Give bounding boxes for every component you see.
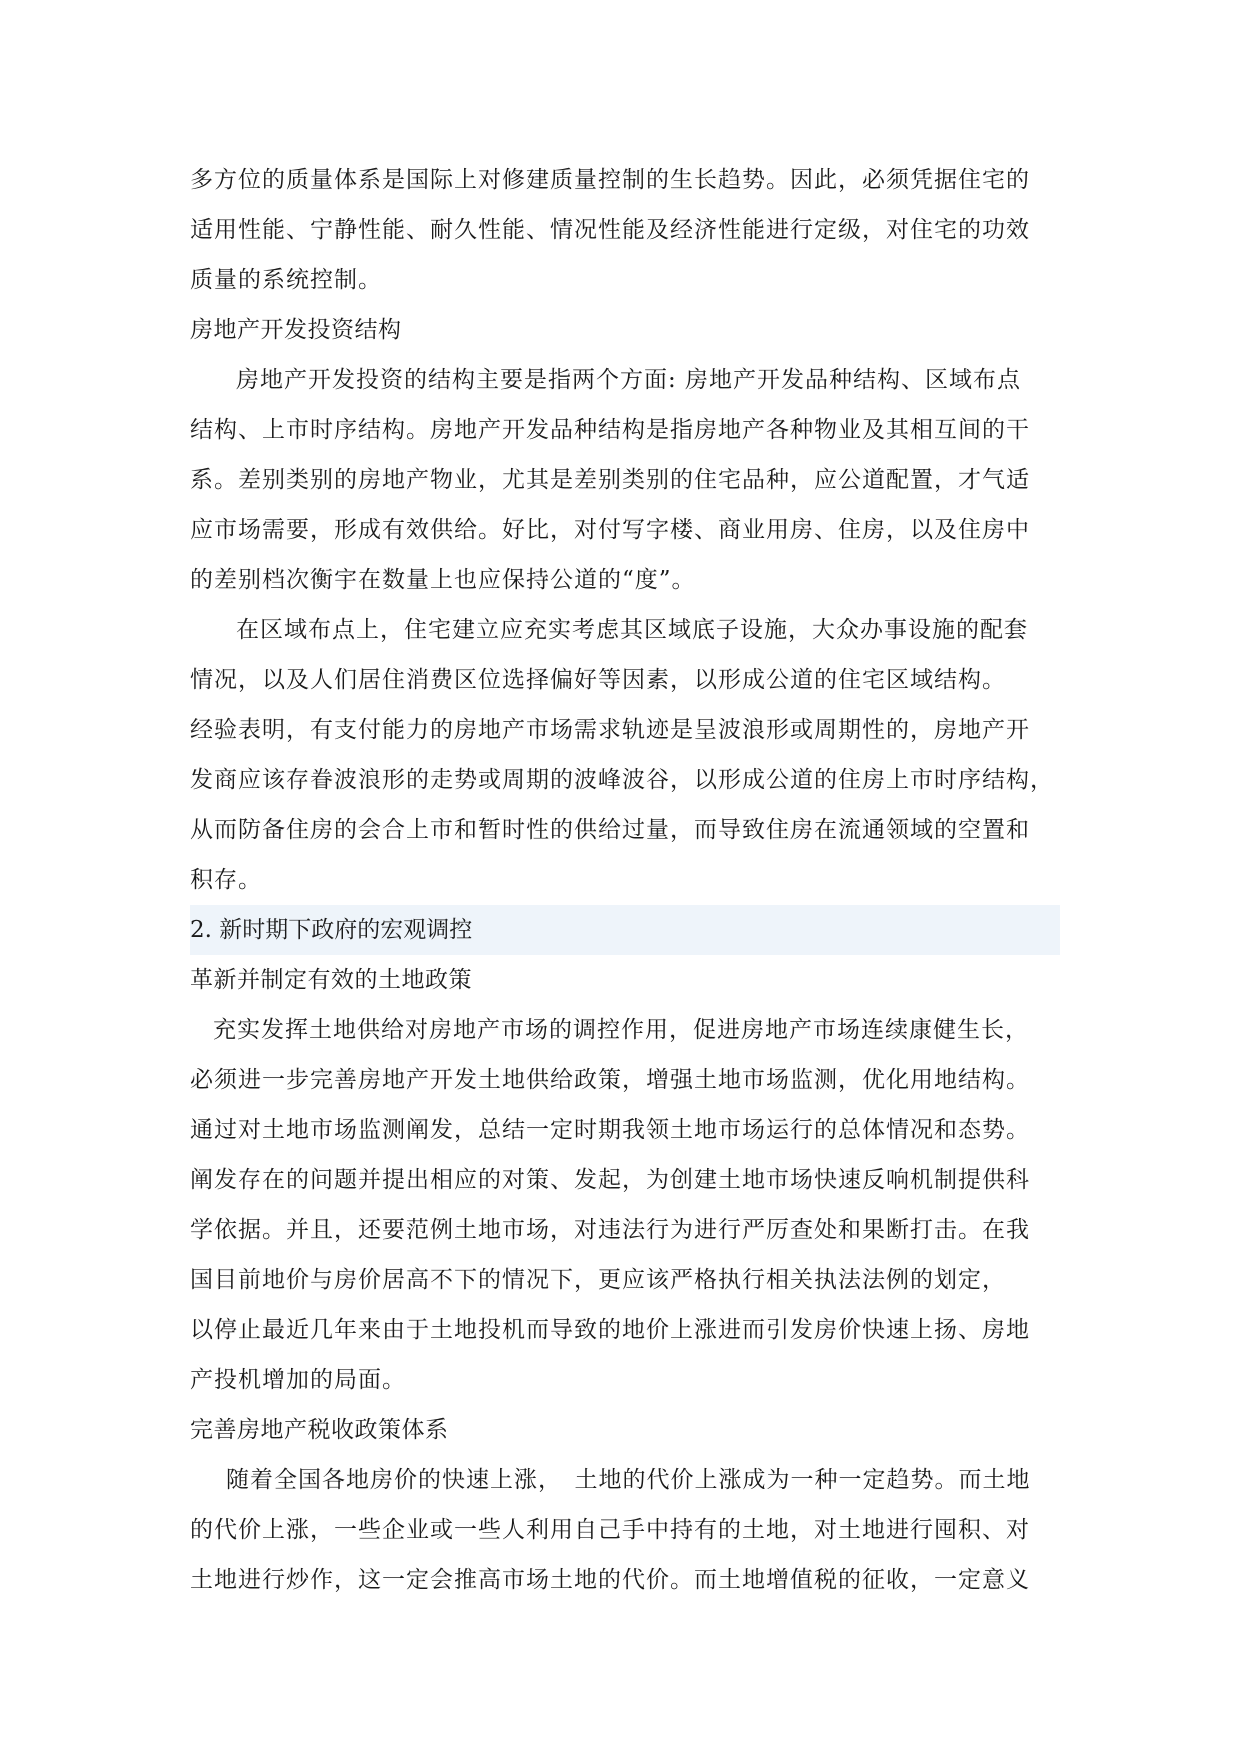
paragraph-line: 多方位的质量体系是国际上对修建质量控制的生长趋势。因此，必须凭据住宅的 [190,167,1030,193]
paragraph-line: 从而防备住房的会合上市和暂时性的供给过量，而导致住房在流通领域的空置和 [190,817,1030,843]
section-heading: 革新并制定有效的土地政策 [190,967,472,993]
section-heading: 房地产开发投资结构 [190,317,402,343]
paragraph-line: 随着全国各地房价的快速上涨， 土地的代价上涨成为一种一定趋势。而土地 [226,1467,1031,1493]
paragraph-line: 结构、上市时序结构。房地产开发品种结构是指房地产各种物业及其相互间的干 [190,417,1030,443]
paragraph [190,1005,1060,1405]
paragraph [190,355,1060,605]
paragraph-line: 学依据。并且，还要范例土地市场，对违法行为进行严厉查处和果断打击。在我 [190,1217,1030,1243]
paragraph-line: 应市场需要，形成有效供给。好比，对付写字楼、商业用房、住房，以及住房中 [190,517,1030,543]
paragraph-line: 必须进一步完善房地产开发土地供给政策，增强土地市场监测，优化用地结构。 [190,1067,1030,1093]
paragraph-line: 产投机增加的局面。 [190,1367,406,1393]
paragraph-line: 在区域布点上，住宅建立应充实考虑其区域底子设施，大众办事设施的配套 [236,617,1028,643]
paragraph-line: 质量的系统控制。 [190,267,382,293]
paragraph-line: 积存。 [190,867,262,893]
paragraph-line: 国目前地价与房价居高不下的情况下，更应该严格执行相关执法法例的划定， [190,1267,1006,1293]
paragraph-line: 经验表明，有支付能力的房地产市场需求轨迹是呈波浪形或周期性的，房地产开 [190,717,1030,743]
paragraph-line: 阐发存在的问题并提出相应的对策、发起，为创建土地市场快速反响机制提供科 [190,1167,1030,1193]
paragraph-line: 适用性能、宁静性能、耐久性能、情况性能及经济性能进行定级，对住宅的功效 [190,217,1030,243]
paragraph-line: 房地产开发投资的结构主要是指两个方面: 房地产开发品种结构、区域布点 [236,367,1022,393]
paragraph-line: 发商应该存眷波浪形的走势或周期的波峰波谷，以形成公道的住房上市时序结构， [190,767,1054,793]
paragraph-line: 的代价上涨，一些企业或一些人利用自己手中持有的土地，对土地进行囤积、对 [190,1517,1030,1543]
paragraph-line: 的差别档次衡宇在数量上也应保持公道的“度”。 [190,567,696,593]
paragraph-line: 情况，以及人们居住消费区位选择偏好等因素，以形成公道的住宅区域结构。 [190,667,1006,693]
paragraph-line: 以停止最近几年来由于土地投机而导致的地价上涨进而引发房价快速上扬、房地 [190,1317,1030,1343]
document-body [190,155,1060,1605]
paragraph-line: 系。差别类别的房地产物业，尤其是差别类别的住宅品种，应公道配置，才气适 [190,467,1030,493]
paragraph [190,1455,1060,1605]
paragraph [190,155,1060,305]
paragraph-line: 土地进行炒作，这一定会推高市场土地的代价。而土地增值税的征收，一定意义 [190,1567,1030,1593]
paragraph-line: 通过对土地市场监测阐发，总结一定时期我领土地市场运行的总体情况和态势。 [190,1117,1030,1143]
paragraph [190,605,1060,905]
paragraph-line: 充实发挥土地供给对房地产市场的调控作用，促进房地产市场连续康健生长， [213,1017,1029,1043]
numbered-section-heading: 2. 新时期下政府的宏观调控 [190,905,1060,955]
section-heading: 完善房地产税收政策体系 [190,1417,449,1443]
